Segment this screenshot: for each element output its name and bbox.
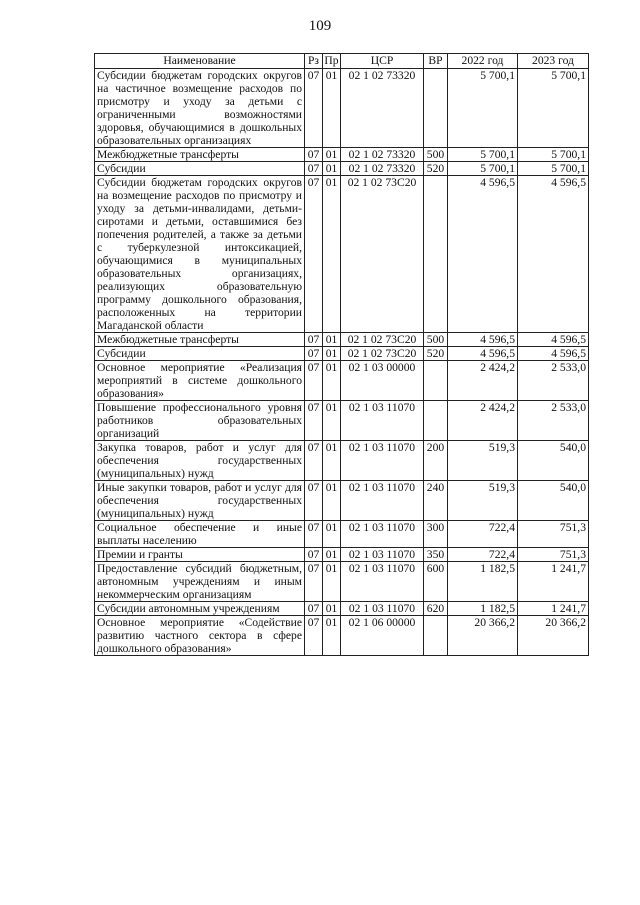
- row-name: Субсидии бюджетам городских округов на возмещение расходов по присмотру и уходу за детьми-инвалидами, детьми-сиротами и детьми, оставшимися без попечения родителей, а также за детьми с туберкулезной интоксикацией, обучающимися в муниципальных образовательных организациях, реализующих образовательную программу дошкольного образования, расположенных на территории Магаданской области: [95, 176, 305, 333]
- row-name: Субсидии бюджетам городских округов на частичное возмещение расходов по присмотру и уходу за детьми с ограниченными возможностями здоровья, обучающимися в дошкольных образовательных организациях: [95, 69, 305, 148]
- row-vr: 520: [424, 347, 448, 361]
- row-name: Повышение профессионального уровня работников образовательных организаций: [95, 401, 305, 441]
- table-row: [95, 521, 589, 548]
- table-row: [95, 347, 589, 361]
- row-csr: 02 1 03 11070: [341, 481, 424, 521]
- row-name: Предоставление субсидий бюджетным, автономным учреждениям и иным некоммерческим организациям: [95, 562, 305, 602]
- row-rz: 07: [305, 562, 323, 602]
- table-row: [95, 361, 589, 401]
- row-vr: 500: [424, 333, 448, 347]
- row-2023: 4 596,5: [518, 333, 589, 347]
- row-csr: 02 1 06 00000: [341, 616, 424, 656]
- row-rz: 07: [305, 347, 323, 361]
- row-vr: [424, 69, 448, 148]
- header-vr: ВР: [424, 54, 448, 69]
- row-csr: 02 1 03 11070: [341, 401, 424, 441]
- row-pr: 01: [323, 347, 341, 361]
- table-row: [95, 548, 589, 562]
- row-2023: 751,3: [518, 548, 589, 562]
- row-name: Субсидии автономным учреждениям: [95, 602, 305, 616]
- row-2023: 4 596,5: [518, 176, 589, 333]
- row-2022: 519,3: [448, 441, 518, 481]
- header-row: [95, 54, 589, 69]
- row-name: Социальное обеспечение и иные выплаты населению: [95, 521, 305, 548]
- row-2023: 540,0: [518, 441, 589, 481]
- row-vr: 600: [424, 562, 448, 602]
- row-rz: 07: [305, 176, 323, 333]
- row-vr: 520: [424, 162, 448, 176]
- row-vr: 620: [424, 602, 448, 616]
- row-csr: 02 1 03 11070: [341, 602, 424, 616]
- row-2023: 2 533,0: [518, 401, 589, 441]
- row-csr: 02 1 02 73320: [341, 162, 424, 176]
- row-2022: 1 182,5: [448, 562, 518, 602]
- row-pr: 01: [323, 162, 341, 176]
- row-2022: 2 424,2: [448, 361, 518, 401]
- row-pr: 01: [323, 361, 341, 401]
- row-2023: 540,0: [518, 481, 589, 521]
- row-2023: 5 700,1: [518, 162, 589, 176]
- header-name: Наименование: [95, 54, 305, 69]
- row-2022: 5 700,1: [448, 69, 518, 148]
- row-pr: 01: [323, 521, 341, 548]
- row-csr: 02 1 03 11070: [341, 521, 424, 548]
- row-vr: [424, 176, 448, 333]
- row-pr: 01: [323, 401, 341, 441]
- row-2022: 722,4: [448, 548, 518, 562]
- row-vr: 200: [424, 441, 448, 481]
- row-name: Премии и гранты: [95, 548, 305, 562]
- table-row: [95, 616, 589, 656]
- row-rz: 07: [305, 521, 323, 548]
- row-name: Субсидии: [95, 162, 305, 176]
- row-2023: 20 366,2: [518, 616, 589, 656]
- row-csr: 02 1 03 11070: [341, 441, 424, 481]
- row-rz: 07: [305, 162, 323, 176]
- row-csr: 02 1 03 11070: [341, 562, 424, 602]
- row-name: Иные закупки товаров, работ и услуг для обеспечения государственных (муниципальных) нужд: [95, 481, 305, 521]
- row-pr: 01: [323, 333, 341, 347]
- row-csr: 02 1 02 73С20: [341, 333, 424, 347]
- row-csr: 02 1 03 11070: [341, 548, 424, 562]
- row-2023: 4 596,5: [518, 347, 589, 361]
- row-vr: [424, 361, 448, 401]
- table-row: [95, 162, 589, 176]
- table-row: [95, 481, 589, 521]
- row-name: Межбюджетные трансферты: [95, 148, 305, 162]
- header-rz: Рз: [305, 54, 323, 69]
- row-2023: 1 241,7: [518, 602, 589, 616]
- header-csr: ЦСР: [341, 54, 424, 69]
- header-pr: Пр: [324, 54, 339, 67]
- row-2023: 5 700,1: [518, 148, 589, 162]
- table-row: [95, 602, 589, 616]
- row-rz: 07: [305, 69, 323, 148]
- row-2022: 722,4: [448, 521, 518, 548]
- row-2022: 519,3: [448, 481, 518, 521]
- row-name: Закупка товаров, работ и услуг для обеспечения государственных (муниципальных) нужд: [95, 441, 305, 481]
- row-pr: 01: [323, 441, 341, 481]
- row-pr: 01: [323, 602, 341, 616]
- row-rz: 07: [305, 148, 323, 162]
- table-row: [95, 562, 589, 602]
- row-rz: 07: [305, 441, 323, 481]
- row-vr: 350: [424, 548, 448, 562]
- table-row: [95, 176, 589, 333]
- row-rz: 07: [305, 616, 323, 656]
- row-csr: 02 1 03 00000: [341, 361, 424, 401]
- row-name: Межбюджетные трансферты: [95, 333, 305, 347]
- table-row: [95, 148, 589, 162]
- row-vr: 500: [424, 148, 448, 162]
- row-name: Основное мероприятие «Содействие развитию частного сектора в сфере дошкольного образования»: [95, 616, 305, 656]
- row-2022: 20 366,2: [448, 616, 518, 656]
- row-2023: 2 533,0: [518, 361, 589, 401]
- row-2023: 5 700,1: [518, 69, 589, 148]
- row-pr: 01: [323, 176, 341, 333]
- row-rz: 07: [305, 602, 323, 616]
- row-csr: 02 1 02 73320: [341, 148, 424, 162]
- page-number: 109: [308, 18, 332, 34]
- row-pr: 01: [323, 562, 341, 602]
- table-row: [95, 441, 589, 481]
- row-rz: 07: [305, 401, 323, 441]
- table-row: [95, 69, 589, 148]
- table-row: [95, 333, 589, 347]
- row-pr: 01: [323, 548, 341, 562]
- row-rz: 07: [305, 548, 323, 562]
- row-csr: 02 1 02 73320: [341, 69, 424, 148]
- row-2022: 5 700,1: [448, 162, 518, 176]
- table-row: [95, 401, 589, 441]
- row-2023: 1 241,7: [518, 562, 589, 602]
- row-name: Основное мероприятие «Реализация мероприятий в системе дошкольного образования»: [95, 361, 305, 401]
- row-vr: [424, 401, 448, 441]
- row-rz: 07: [305, 361, 323, 401]
- budget-table: [94, 53, 589, 656]
- row-pr: 01: [323, 616, 341, 656]
- row-2023: 751,3: [518, 521, 589, 548]
- row-pr: 01: [323, 481, 341, 521]
- row-csr: 02 1 02 73С20: [341, 176, 424, 333]
- row-pr: 01: [323, 148, 341, 162]
- row-csr: 02 1 02 73С20: [341, 347, 424, 361]
- row-2022: 1 182,5: [448, 602, 518, 616]
- row-2022: 4 596,5: [448, 176, 518, 333]
- row-pr: 01: [323, 69, 341, 148]
- header-2022: 2022 год: [448, 54, 518, 69]
- header-2023: 2023 год: [518, 54, 589, 69]
- row-vr: 240: [424, 481, 448, 521]
- row-2022: 4 596,5: [448, 347, 518, 361]
- row-rz: 07: [305, 481, 323, 521]
- row-vr: 300: [424, 521, 448, 548]
- row-rz: 07: [305, 333, 323, 347]
- row-vr: [424, 616, 448, 656]
- row-2022: 4 596,5: [448, 333, 518, 347]
- row-2022: 2 424,2: [448, 401, 518, 441]
- row-name: Субсидии: [95, 347, 305, 361]
- row-2022: 5 700,1: [448, 148, 518, 162]
